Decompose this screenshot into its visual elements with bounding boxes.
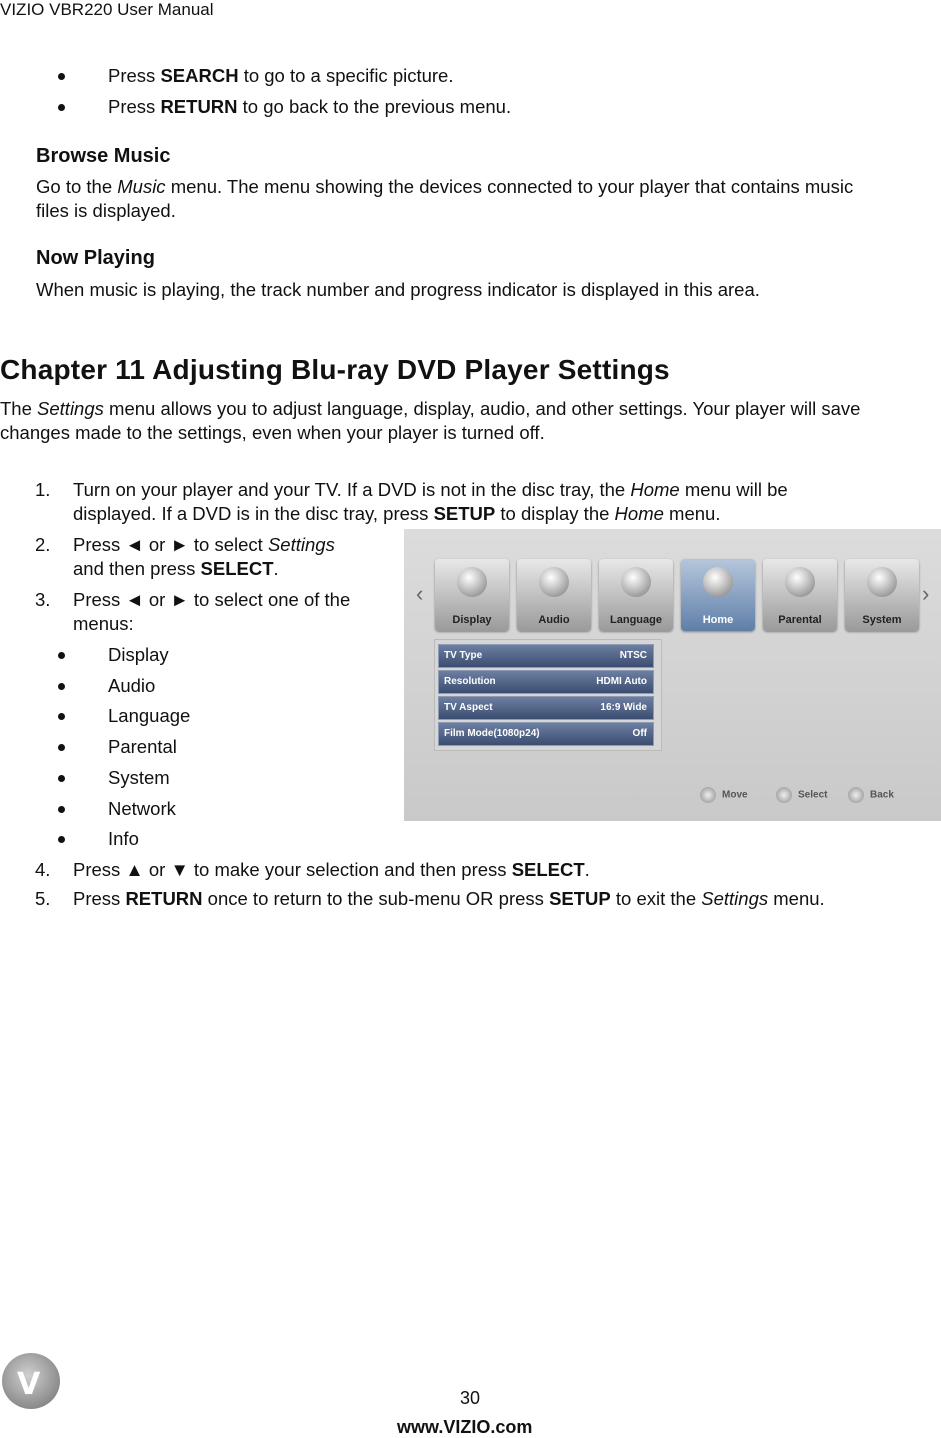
dpad-icon bbox=[776, 787, 792, 803]
tab-display: Display bbox=[435, 559, 509, 631]
chevron-left-icon: ‹ bbox=[416, 581, 424, 606]
step-3-cont: menus: bbox=[73, 613, 134, 634]
option-row: Resolution HDMI Auto bbox=[438, 670, 654, 694]
tab-language: Language bbox=[599, 559, 673, 631]
option-row: TV Aspect 16:9 Wide bbox=[438, 696, 654, 720]
tab-parental: Parental bbox=[763, 559, 837, 631]
bullet-dot bbox=[58, 73, 65, 80]
chapter-intro: The Settings menu allows you to adjust language, display, audio, and other settings. Your player will save bbox=[0, 398, 861, 419]
bullet-dot bbox=[58, 652, 65, 659]
tab-audio: Audio bbox=[517, 559, 591, 631]
hint-select: Select bbox=[776, 787, 827, 803]
browse-music-text: Go to the Music menu. The menu showing the devices connected to your player that contains music bbox=[36, 176, 854, 197]
chapter-intro-2: changes made to the settings, even when your player is turned off. bbox=[0, 422, 545, 443]
step-2-cont: and then press SELECT. bbox=[73, 558, 279, 579]
page-number: 30 bbox=[460, 1388, 481, 1408]
bullet-dot bbox=[58, 744, 65, 751]
settings-menu-screenshot bbox=[404, 529, 941, 821]
vizio-logo: V bbox=[2, 1353, 60, 1409]
bullet-dot bbox=[58, 806, 65, 813]
hint-back: Back bbox=[848, 787, 894, 803]
tab-home: Home bbox=[681, 559, 755, 631]
music-note-icon bbox=[539, 567, 569, 597]
now-playing-heading: Now Playing bbox=[36, 247, 155, 269]
bullet-dot bbox=[58, 775, 65, 782]
bullet-search: Press SEARCH to go to a specific picture. bbox=[108, 65, 454, 86]
dpad-icon bbox=[700, 787, 716, 803]
bullet-dot bbox=[58, 683, 65, 690]
tab-system: System bbox=[845, 559, 919, 631]
chapter-title: Chapter 11 Adjusting Blu-ray DVD Player Settings bbox=[0, 354, 670, 385]
browse-music-text-2: files is displayed. bbox=[36, 200, 176, 221]
globe-icon bbox=[621, 567, 651, 597]
bullet-dot bbox=[58, 836, 65, 843]
bullet-dot bbox=[58, 104, 65, 111]
chevron-right-icon: › bbox=[922, 581, 930, 606]
menu-list-item: Audio bbox=[108, 675, 156, 696]
footer-url: www.VIZIO.com bbox=[397, 1417, 533, 1437]
home-icon bbox=[703, 567, 733, 597]
menu-list-item: Network bbox=[108, 798, 176, 819]
step-1-cont: displayed. If a DVD is in the disc tray, press SETUP to display the Home menu. bbox=[73, 503, 721, 524]
document-header: VIZIO VBR220 User Manual bbox=[0, 0, 214, 19]
hint-move: Move bbox=[700, 787, 748, 803]
gears-icon bbox=[867, 567, 897, 597]
menu-list-item: Language bbox=[108, 705, 191, 726]
option-row: TV Type NTSC bbox=[438, 644, 654, 668]
browse-music-heading: Browse Music bbox=[36, 145, 171, 167]
display-icon bbox=[457, 567, 487, 597]
menu-list-item: System bbox=[108, 767, 170, 788]
menu-list-item: Parental bbox=[108, 736, 177, 757]
dpad-icon bbox=[848, 787, 864, 803]
menu-list-item: Display bbox=[108, 644, 169, 665]
people-icon bbox=[785, 567, 815, 597]
now-playing-text: When music is playing, the track number and progress indicator is displayed in this area. bbox=[36, 279, 760, 300]
bullet-dot bbox=[58, 713, 65, 720]
option-row: Film Mode(1080p24) Off bbox=[438, 722, 654, 746]
menu-list-item: Info bbox=[108, 828, 139, 849]
bullet-return: Press RETURN to go back to the previous menu. bbox=[108, 96, 512, 117]
